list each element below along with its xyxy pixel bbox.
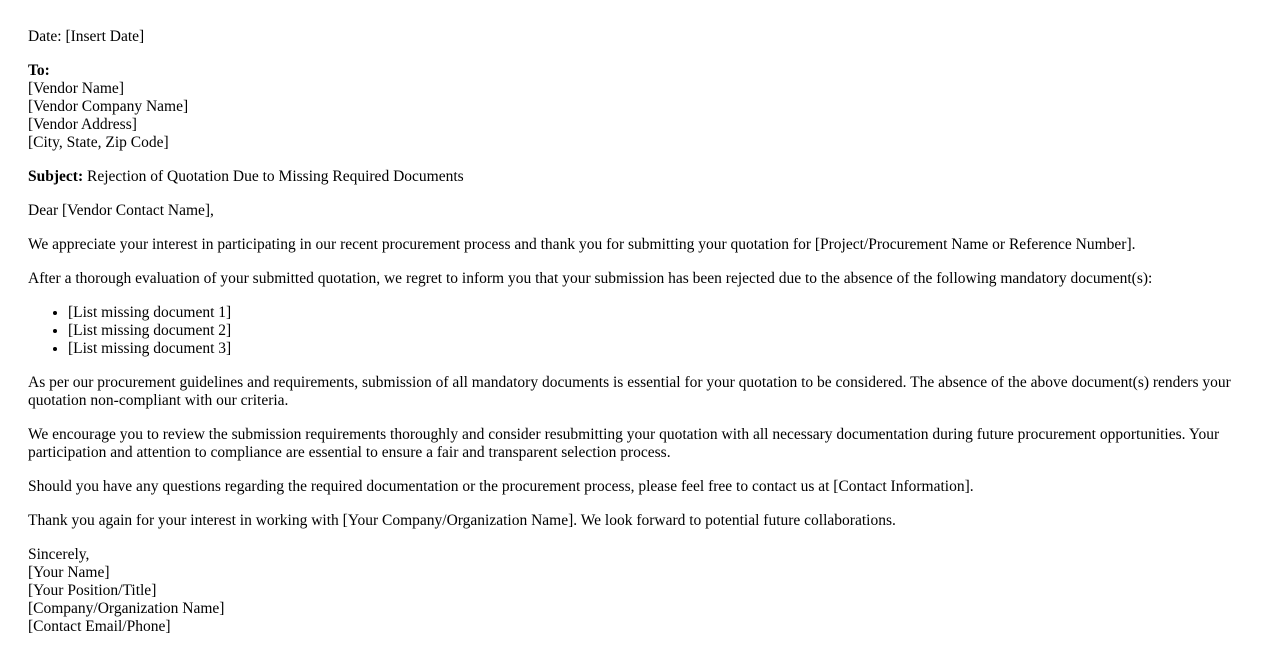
paragraph-contact: Should you have any questions regarding the required documentation or the procurement process, please feel free to contact us at [Contact Information]. [28,478,974,495]
paragraph-thanks: Thank you again for your interest in working with [Your Company/Organization Name]. We look forward to potential future collaborations. [28,512,896,529]
missing-document-item: • [List missing document 2] [68,322,1250,340]
signature-block [28,546,1250,636]
subject-label: Subject: [28,168,84,185]
recipient-city-state-zip: [City, State, Zip Code] [28,134,169,151]
closing: Sincerely, [28,546,90,563]
paragraph-rejection: After a thorough evaluation of your submitted quotation, we regret to inform you that your submission has been rejected due to the absence of the following mandatory document(s): [28,270,1153,287]
missing-document-item: • [List missing document 1] [68,304,1250,322]
signer-title: [Your Position/Title] [28,582,157,599]
subject-line [28,168,1250,186]
signer-organization: [Company/Organization Name] [28,600,225,617]
paragraph-guidelines: As per our procurement guidelines and requirements, submission of all mandatory documents is essential for your quotation to be considered. The absence of the above document(s) renders your quotation non-compliant with our criteria. [28,374,1231,409]
letter-date: Date: [Insert Date] [28,28,145,45]
salutation: Dear [Vendor Contact Name], [28,202,214,219]
signer-contact: [Contact Email/Phone] [28,618,171,635]
recipient-company: [Vendor Company Name] [28,98,189,115]
missing-documents-list [28,304,1250,358]
paragraph-appreciation: We appreciate your interest in participating in our recent procurement process and thank you for submitting your quotation for [Project/Procurement Name or Reference Number]. [28,236,1136,253]
subject-text: Rejection of Quotation Due to Missing Required Documents [83,168,464,185]
recipient-name: [Vendor Name] [28,80,124,97]
paragraph-encouragement: We encourage you to review the submission requirements thoroughly and consider resubmitting your quotation with all necessary documentation during future procurement opportunities. Your participation and attention to compliance are essential to ensure a fair and transparent selection process. [28,426,1220,461]
to-label: To: [28,62,50,79]
signer-name: [Your Name] [28,564,110,581]
recipient-address: [Vendor Address] [28,116,137,133]
missing-document-item: • [List missing document 3] [68,340,1250,358]
recipient-block [28,62,1250,152]
